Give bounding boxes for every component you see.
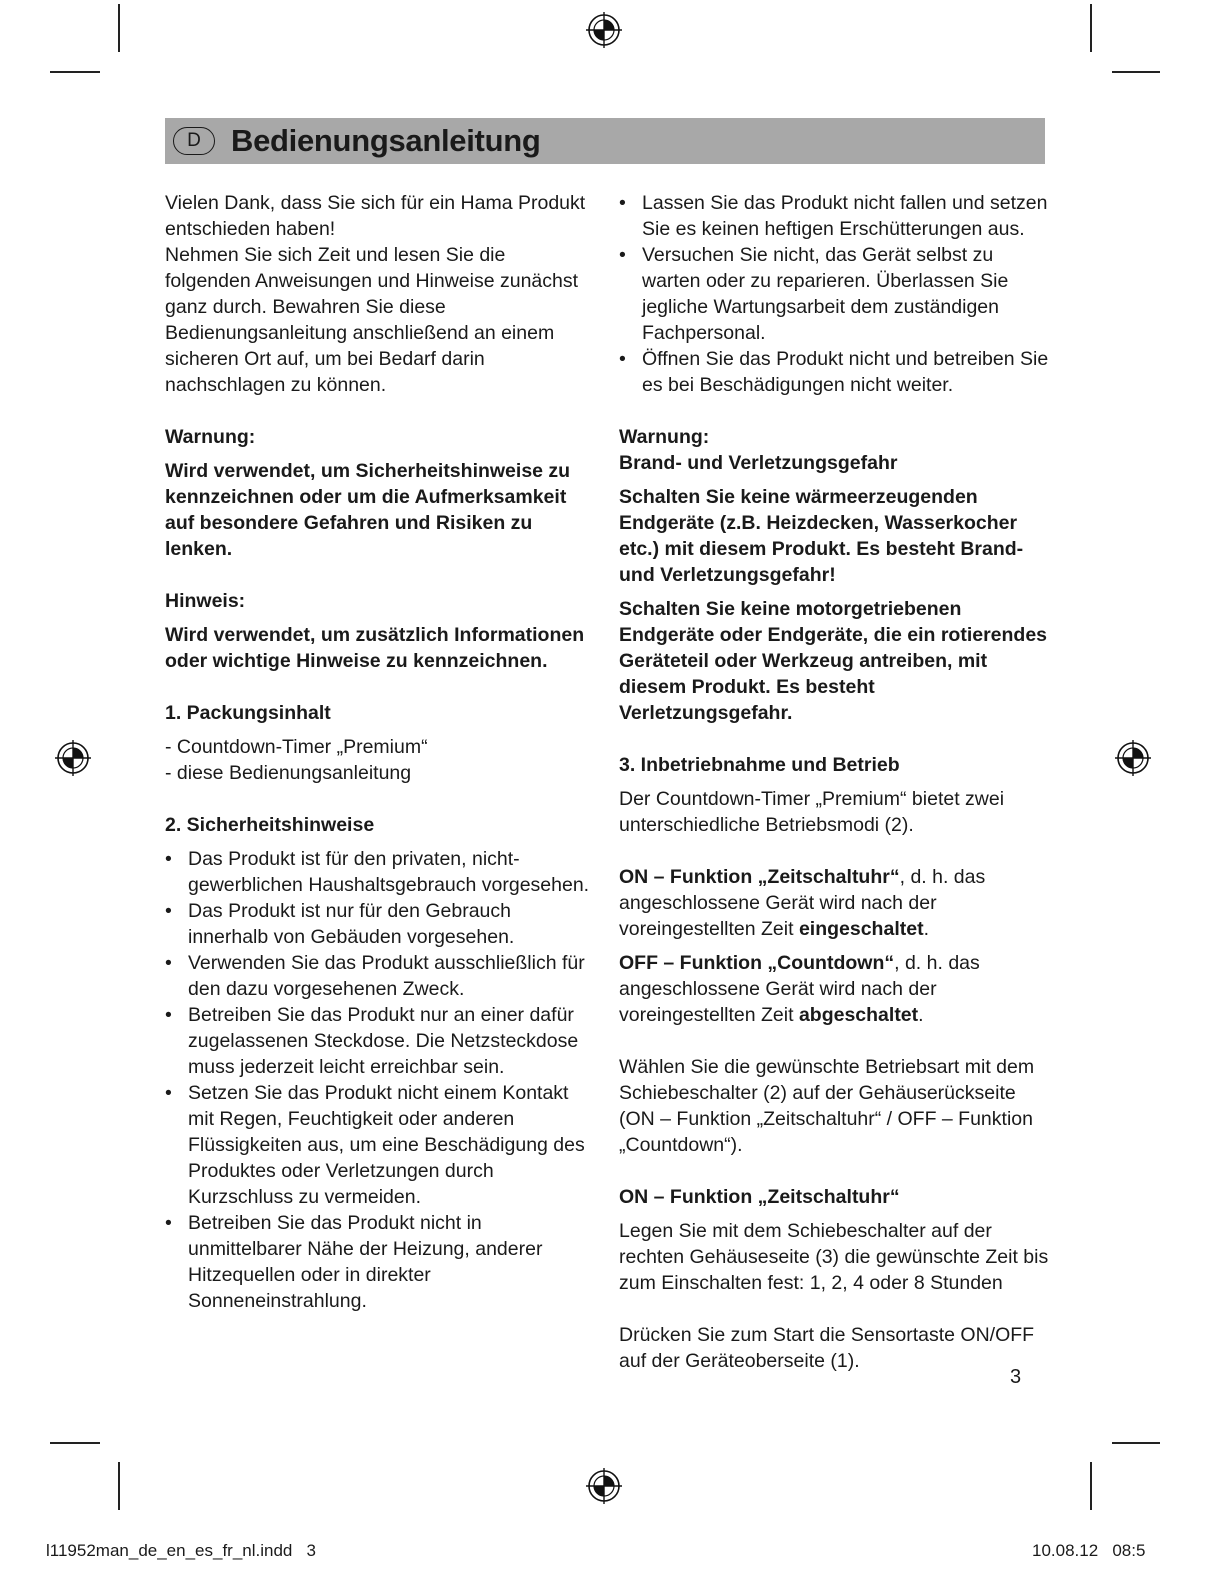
- registration-mark-icon: [584, 1466, 624, 1506]
- section-heading: ON – Funktion „Zeitschaltuhr“: [619, 1186, 900, 1208]
- select-mode-text: Wählen Sie die gewünschte Betriebsart mit dem Schiebeschalter (2) auf der Gehäuserückseite (ON – Funktion „Zeitschaltuhr“ / OFF – Funktion „Countdown“).: [619, 1056, 1035, 1156]
- warning-text: Schalten Sie keine motorgetriebenen Endgeräte oder Endgeräte, die ein rotierendes Geräteteil oder Werkzeug antreiben, mit diesem Produkt. Es besteht Verletzungsgefahr.: [619, 598, 1048, 724]
- registration-mark-icon: [1113, 738, 1153, 778]
- language-badge: D: [173, 127, 215, 155]
- package-item: - diese Bedienungsanleitung: [165, 762, 412, 784]
- list-item: • Öffnen Sie das Produkt nicht und betreiben Sie es bei Beschädigungen nicht weiter.: [619, 346, 1049, 398]
- package-item: - Countdown-Timer „Premium“: [165, 736, 428, 758]
- off-mode-description: OFF – Funktion „Countdown“, d. h. das angeschlossene Gerät wird nach der voreingestellten Zeit abgeschaltet.: [619, 952, 980, 1026]
- right-column: [619, 190, 1049, 1374]
- safety-list: [165, 846, 590, 1314]
- note-text: Wird verwendet, um zusätzlich Informationen oder wichtige Hinweise zu kennzeichnen.: [165, 624, 585, 672]
- page-number: 3: [1010, 1366, 1022, 1388]
- section-heading: 1. Packungsinhalt: [165, 702, 331, 724]
- on-mode-label: ON – Funktion „Zeitschaltuhr“: [619, 866, 900, 888]
- warning-text: Schalten Sie keine wärmeerzeugenden Endgeräte (z.B. Heizdecken, Wasserkocher etc.) mit diesem Produkt. Es besteht Brand- und Verletzungsgefahr!: [619, 486, 1024, 586]
- crop-mark: [1112, 71, 1160, 73]
- list-item: • Setzen Sie das Produkt nicht einem Kontakt mit Regen, Feuchtigkeit oder anderen Flüssigkeiten aus, um eine Beschädigung des Produktes oder Verletzungen durch Kurzschluss zu vermeiden.: [165, 1080, 590, 1210]
- list-item: • Lassen Sie das Produkt nicht fallen und setzen Sie es keinen heftigen Erschütterungen aus.: [619, 190, 1049, 242]
- list-item: • Versuchen Sie nicht, das Gerät selbst zu warten oder zu reparieren. Überlassen Sie jegliche Wartungsarbeit dem zuständigen Fachpersonal.: [619, 242, 1049, 346]
- crop-mark: [50, 1442, 100, 1444]
- section-heading: 3. Inbetriebnahme und Betrieb: [619, 754, 900, 776]
- footer-filename: l11952man_de_en_es_fr_nl.indd 3: [46, 1541, 317, 1560]
- crop-mark: [1090, 4, 1092, 52]
- warning-label: Warnung:: [165, 426, 256, 448]
- warning-text: Wird verwendet, um Sicherheitshinweise zu kennzeichnen oder um die Aufmerksamkeit auf besondere Gefahren und Risiken zu lenken.: [165, 460, 571, 560]
- safety-list: [619, 190, 1049, 398]
- start-text: Drücken Sie zum Start die Sensortaste ON/OFF auf der Geräteoberseite (1).: [619, 1324, 1035, 1372]
- crop-mark: [118, 4, 120, 52]
- left-column: [165, 190, 590, 1314]
- list-item: • Das Produkt ist nur für den Gebrauch innerhalb von Gebäuden vorgesehen.: [165, 898, 590, 950]
- warning-subtitle: Brand- und Verletzungsgefahr: [619, 452, 898, 474]
- intro-paragraph: Nehmen Sie sich Zeit und lesen Sie die folgenden Anweisungen und Hinweise zunächst ganz durch. Bewahren Sie diese Bedienungsanleitung anschließend an einem sicheren Ort auf, um bei Bedarf darin nachschlagen zu können.: [165, 244, 579, 396]
- list-item: • Betreiben Sie das Produkt nicht in unmittelbarer Nähe der Heizung, anderer Hitzequellen oder in direkter Sonneneinstrahlung.: [165, 1210, 590, 1314]
- crop-mark: [118, 1462, 120, 1510]
- warning-label: Warnung:: [619, 426, 710, 448]
- section-intro: Der Countdown-Timer „Premium“ bietet zwei unterschiedliche Betriebsmodi (2).: [619, 788, 1005, 836]
- title-bar: [165, 118, 1045, 164]
- registration-mark-icon: [584, 10, 624, 50]
- page-title: Bedienungsanleitung: [231, 123, 541, 158]
- list-item: • Betreiben Sie das Produkt nur an einer dafür zugelassenen Steckdose. Die Netzsteckdose muss jederzeit leicht erreichbar sein.: [165, 1002, 590, 1080]
- crop-mark: [1112, 1442, 1160, 1444]
- note-label: Hinweis:: [165, 590, 246, 612]
- crop-mark: [1090, 1462, 1092, 1510]
- off-mode-label: OFF – Funktion „Countdown“: [619, 952, 895, 974]
- intro-paragraph: Vielen Dank, dass Sie sich für ein Hama Produkt entschieden haben!: [165, 192, 586, 240]
- on-mode-text: Legen Sie mit dem Schiebeschalter auf der rechten Gehäuseseite (3) die gewünschte Zeit bis zum Einschalten fest: 1, 2, 4 oder 8 Stunden: [619, 1220, 1049, 1294]
- list-item: • Verwenden Sie das Produkt ausschließlich für den dazu vorgesehenen Zweck.: [165, 950, 590, 1002]
- registration-mark-icon: [53, 738, 93, 778]
- crop-mark: [50, 71, 100, 73]
- list-item: • Das Produkt ist für den privaten, nicht-gewerblichen Haushaltsgebrauch vorgesehen.: [165, 846, 590, 898]
- footer-timestamp: 10.08.12 08:5: [1032, 1541, 1146, 1560]
- on-mode-description: ON – Funktion „Zeitschaltuhr“, d. h. das angeschlossene Gerät wird nach der voreingestellten Zeit eingeschaltet.: [619, 866, 986, 940]
- section-heading: 2. Sicherheitshinweise: [165, 814, 375, 836]
